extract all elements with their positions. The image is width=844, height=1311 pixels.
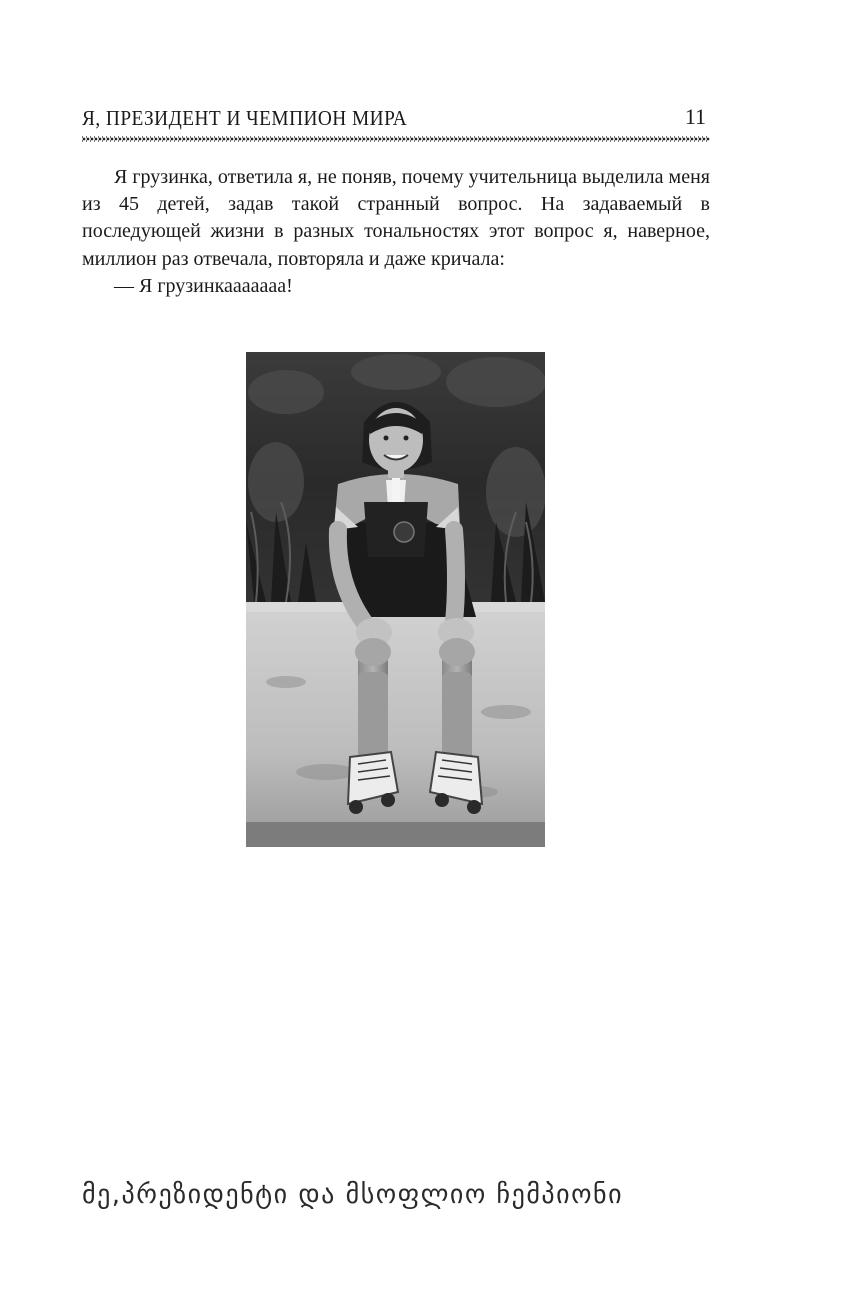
paragraph: — Я грузинкааааааа! xyxy=(114,274,293,297)
ornament-rule xyxy=(82,136,710,142)
footer-georgian-title: მე,პრეზიდენტი და მსოფლიო ჩემპიონი xyxy=(82,1180,624,1210)
page-number: 11 xyxy=(684,104,706,129)
body-text xyxy=(82,164,710,300)
running-head xyxy=(82,100,710,134)
photo-girl-sitting-on-wall xyxy=(246,352,545,847)
paragraph: Я грузинка, ответила я, не поняв, почему учительница выделила меня из 45 детей, задав такой странный вопрос. На задаваемый в последующей жизни в разных тональностях этот вопрос я, наверное, миллион раз отвечала, повторяла и даже кричала: xyxy=(82,166,710,270)
photo-illustration xyxy=(246,352,545,847)
running-title: Я, ПРЕЗИДЕНТ И ЧЕМПИОН МИРА xyxy=(82,106,408,130)
